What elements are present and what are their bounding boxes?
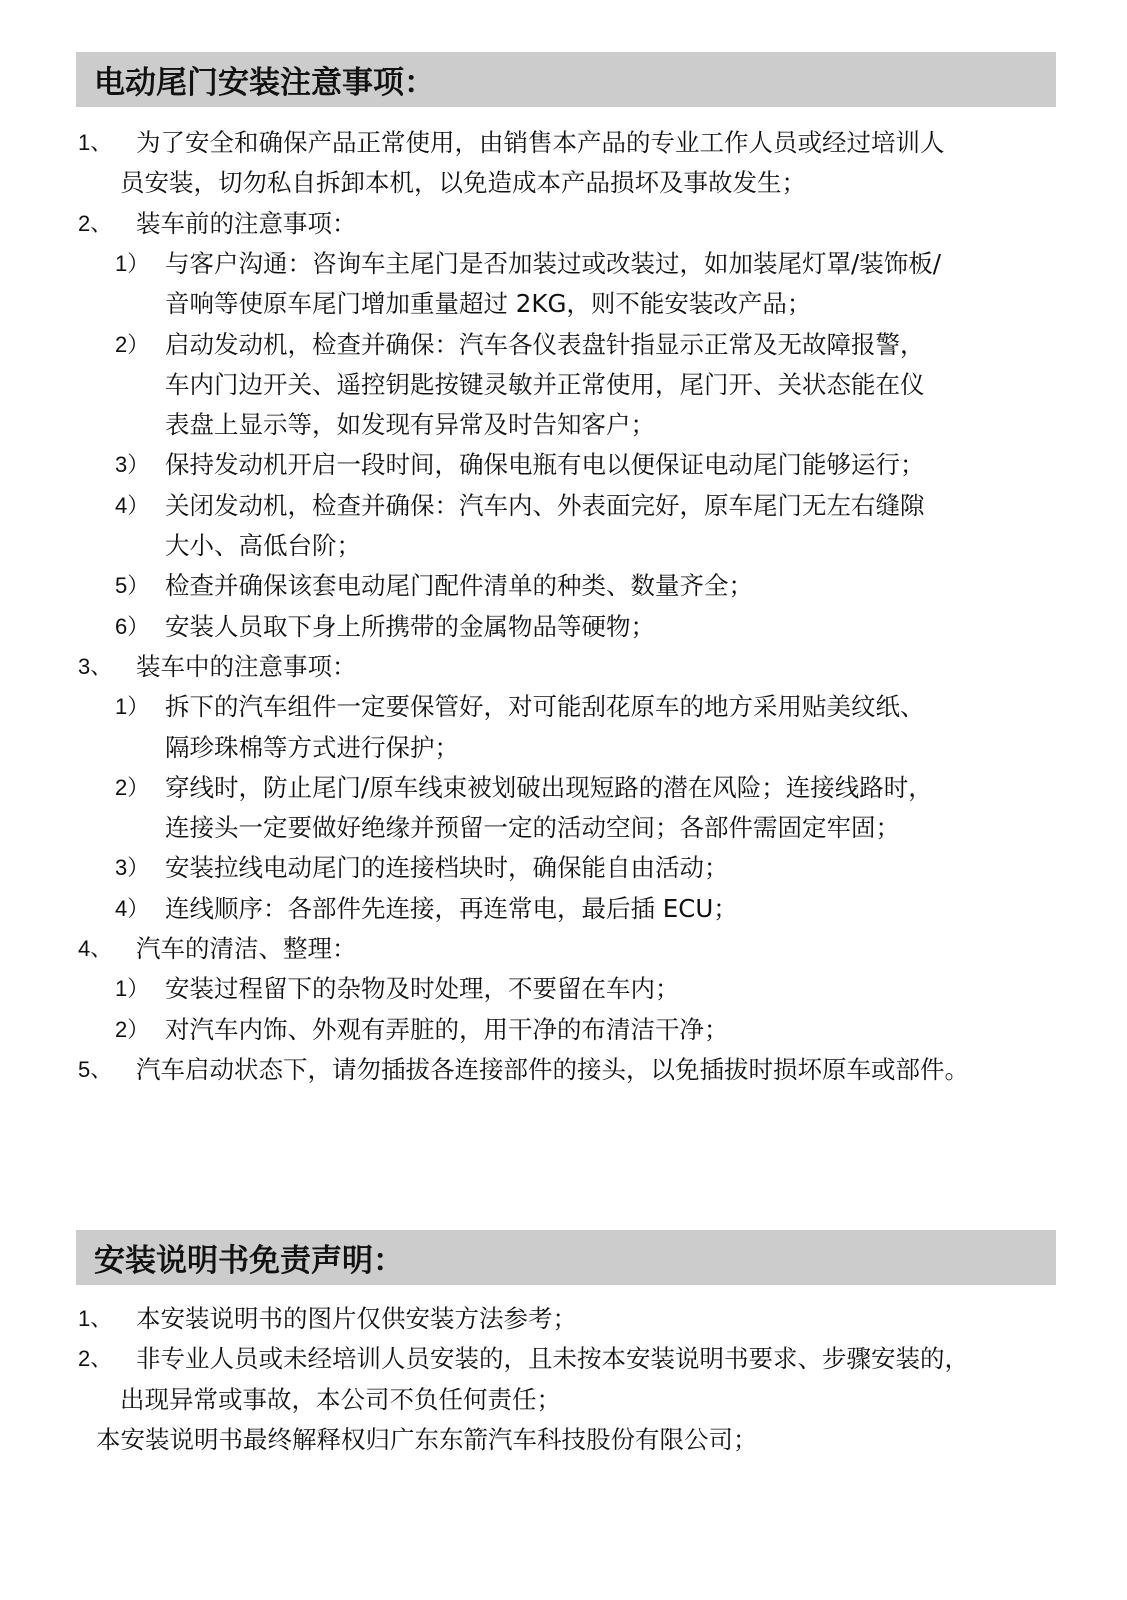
item-number: 2）	[115, 331, 150, 357]
item-text: 车内门边开关、遥控钥匙按键灵敏并正常使用，尾门开、关状态能在仪	[165, 369, 925, 399]
item-number: 2、	[78, 210, 113, 236]
item-number: 2、	[78, 1346, 113, 1372]
item-text: 为了安全和确保产品正常使用，由销售本产品的专业工作人员或经过培训人	[136, 128, 945, 157]
item-text: 对汽车内饰、外观有弄脏的，用干净的布清洁干净；	[165, 1014, 729, 1044]
item-number: 1）	[115, 694, 150, 720]
item-text: 大小、高低台阶；	[165, 531, 361, 560]
section-heading-installation-notes	[76, 52, 1056, 107]
item-text: 启动发动机，检查并确保：汽车各仪表盘针指显示正常及无故障报警，	[165, 329, 925, 359]
item-text: 关闭发动机，检查并确保：汽车内、外表面完好，原车尾门无左右缝隙	[165, 490, 925, 520]
item-text: 与客户沟通：咨询车主尾门是否加装过或改装过，如加装尾灯罩/装饰板/	[165, 248, 942, 278]
item-number: 3）	[115, 452, 150, 478]
item-text: 装车中的注意事项：	[136, 651, 357, 681]
item-number: 1）	[115, 250, 150, 276]
item-text: 本安装说明书最终解释权归广东东箭汽车科技股份有限公司；	[96, 1424, 758, 1454]
item-text: 穿线时，防止尾门/原车线束被划破出现短路的潜在风险；连接线路时，	[165, 772, 933, 802]
item-number: 3、	[78, 653, 113, 679]
item-text: 装车前的注意事项：	[136, 208, 357, 238]
item-number: 4、	[78, 936, 113, 961]
item-number: 1、	[78, 130, 113, 155]
item-text: 出现异常或事故，本公司不负任何责任；	[120, 1384, 561, 1414]
item-text: 检查并确保该套电动尾门配件清单的种类、数量齐全；	[165, 571, 753, 601]
item-number: 5、	[78, 1056, 113, 1082]
item-number: 3）	[115, 855, 150, 881]
item-text: 非专业人员或未经培训人员安装的，且未按本安装说明书要求、步骤安装的，	[136, 1344, 969, 1374]
item-text: 保持发动机开启一段时间，确保电瓶有电以便保证电动尾门能够运行；	[165, 450, 925, 480]
item-number: 6）	[115, 613, 150, 639]
section-heading-text: 电动尾门安装注意事项：	[94, 65, 435, 101]
item-text: 安装人员取下身上所携带的金属物品等硬物；	[165, 611, 655, 641]
item-number: 5）	[115, 573, 150, 599]
section-heading-text: 安装说明书免责声明：	[94, 1243, 404, 1279]
item-text: 连接头一定要做好绝缘并预留一定的活动空间；各部件需固定牢固；	[165, 813, 900, 843]
item-number: 2）	[115, 1016, 150, 1042]
item-text: 安装过程留下的杂物及时处理，不要留在车内；	[165, 974, 680, 1004]
item-text: 员安装，切勿私自拆卸本机，以免造成本产品损坏及事故发生；	[120, 168, 806, 198]
item-number: 1）	[115, 976, 150, 1002]
item-number: 4）	[115, 492, 150, 518]
item-number: 2）	[115, 774, 150, 800]
item-text: 汽车的清洁、整理：	[136, 934, 357, 963]
item-text: 本安装说明书的图片仅供安装方法参考；	[136, 1304, 577, 1333]
item-text: 表盘上显示等，如发现有异常及时告知客户；	[165, 410, 655, 440]
section-heading-disclaimer	[76, 1230, 1056, 1285]
item-text: 汽车启动状态下，请勿插拔各连接部件的接头，以免插拔时损坏原车或部件。	[136, 1054, 969, 1084]
item-text: 拆下的汽车组件一定要保管好，对可能刮花原车的地方采用贴美纹纸、	[165, 692, 925, 722]
item-text: 安装拉线电动尾门的连接档块时，确保能自由活动；	[165, 853, 729, 883]
item-number: 1、	[78, 1306, 113, 1331]
item-text: 音响等使原车尾门增加重量超过 2KG，则不能安装改产品；	[165, 289, 812, 319]
item-number: 4）	[115, 895, 150, 921]
item-text: 连线顺序：各部件先连接，再连常电，最后插 ECU；	[165, 893, 738, 923]
item-text: 隔珍珠棉等方式进行保护；	[165, 732, 459, 762]
